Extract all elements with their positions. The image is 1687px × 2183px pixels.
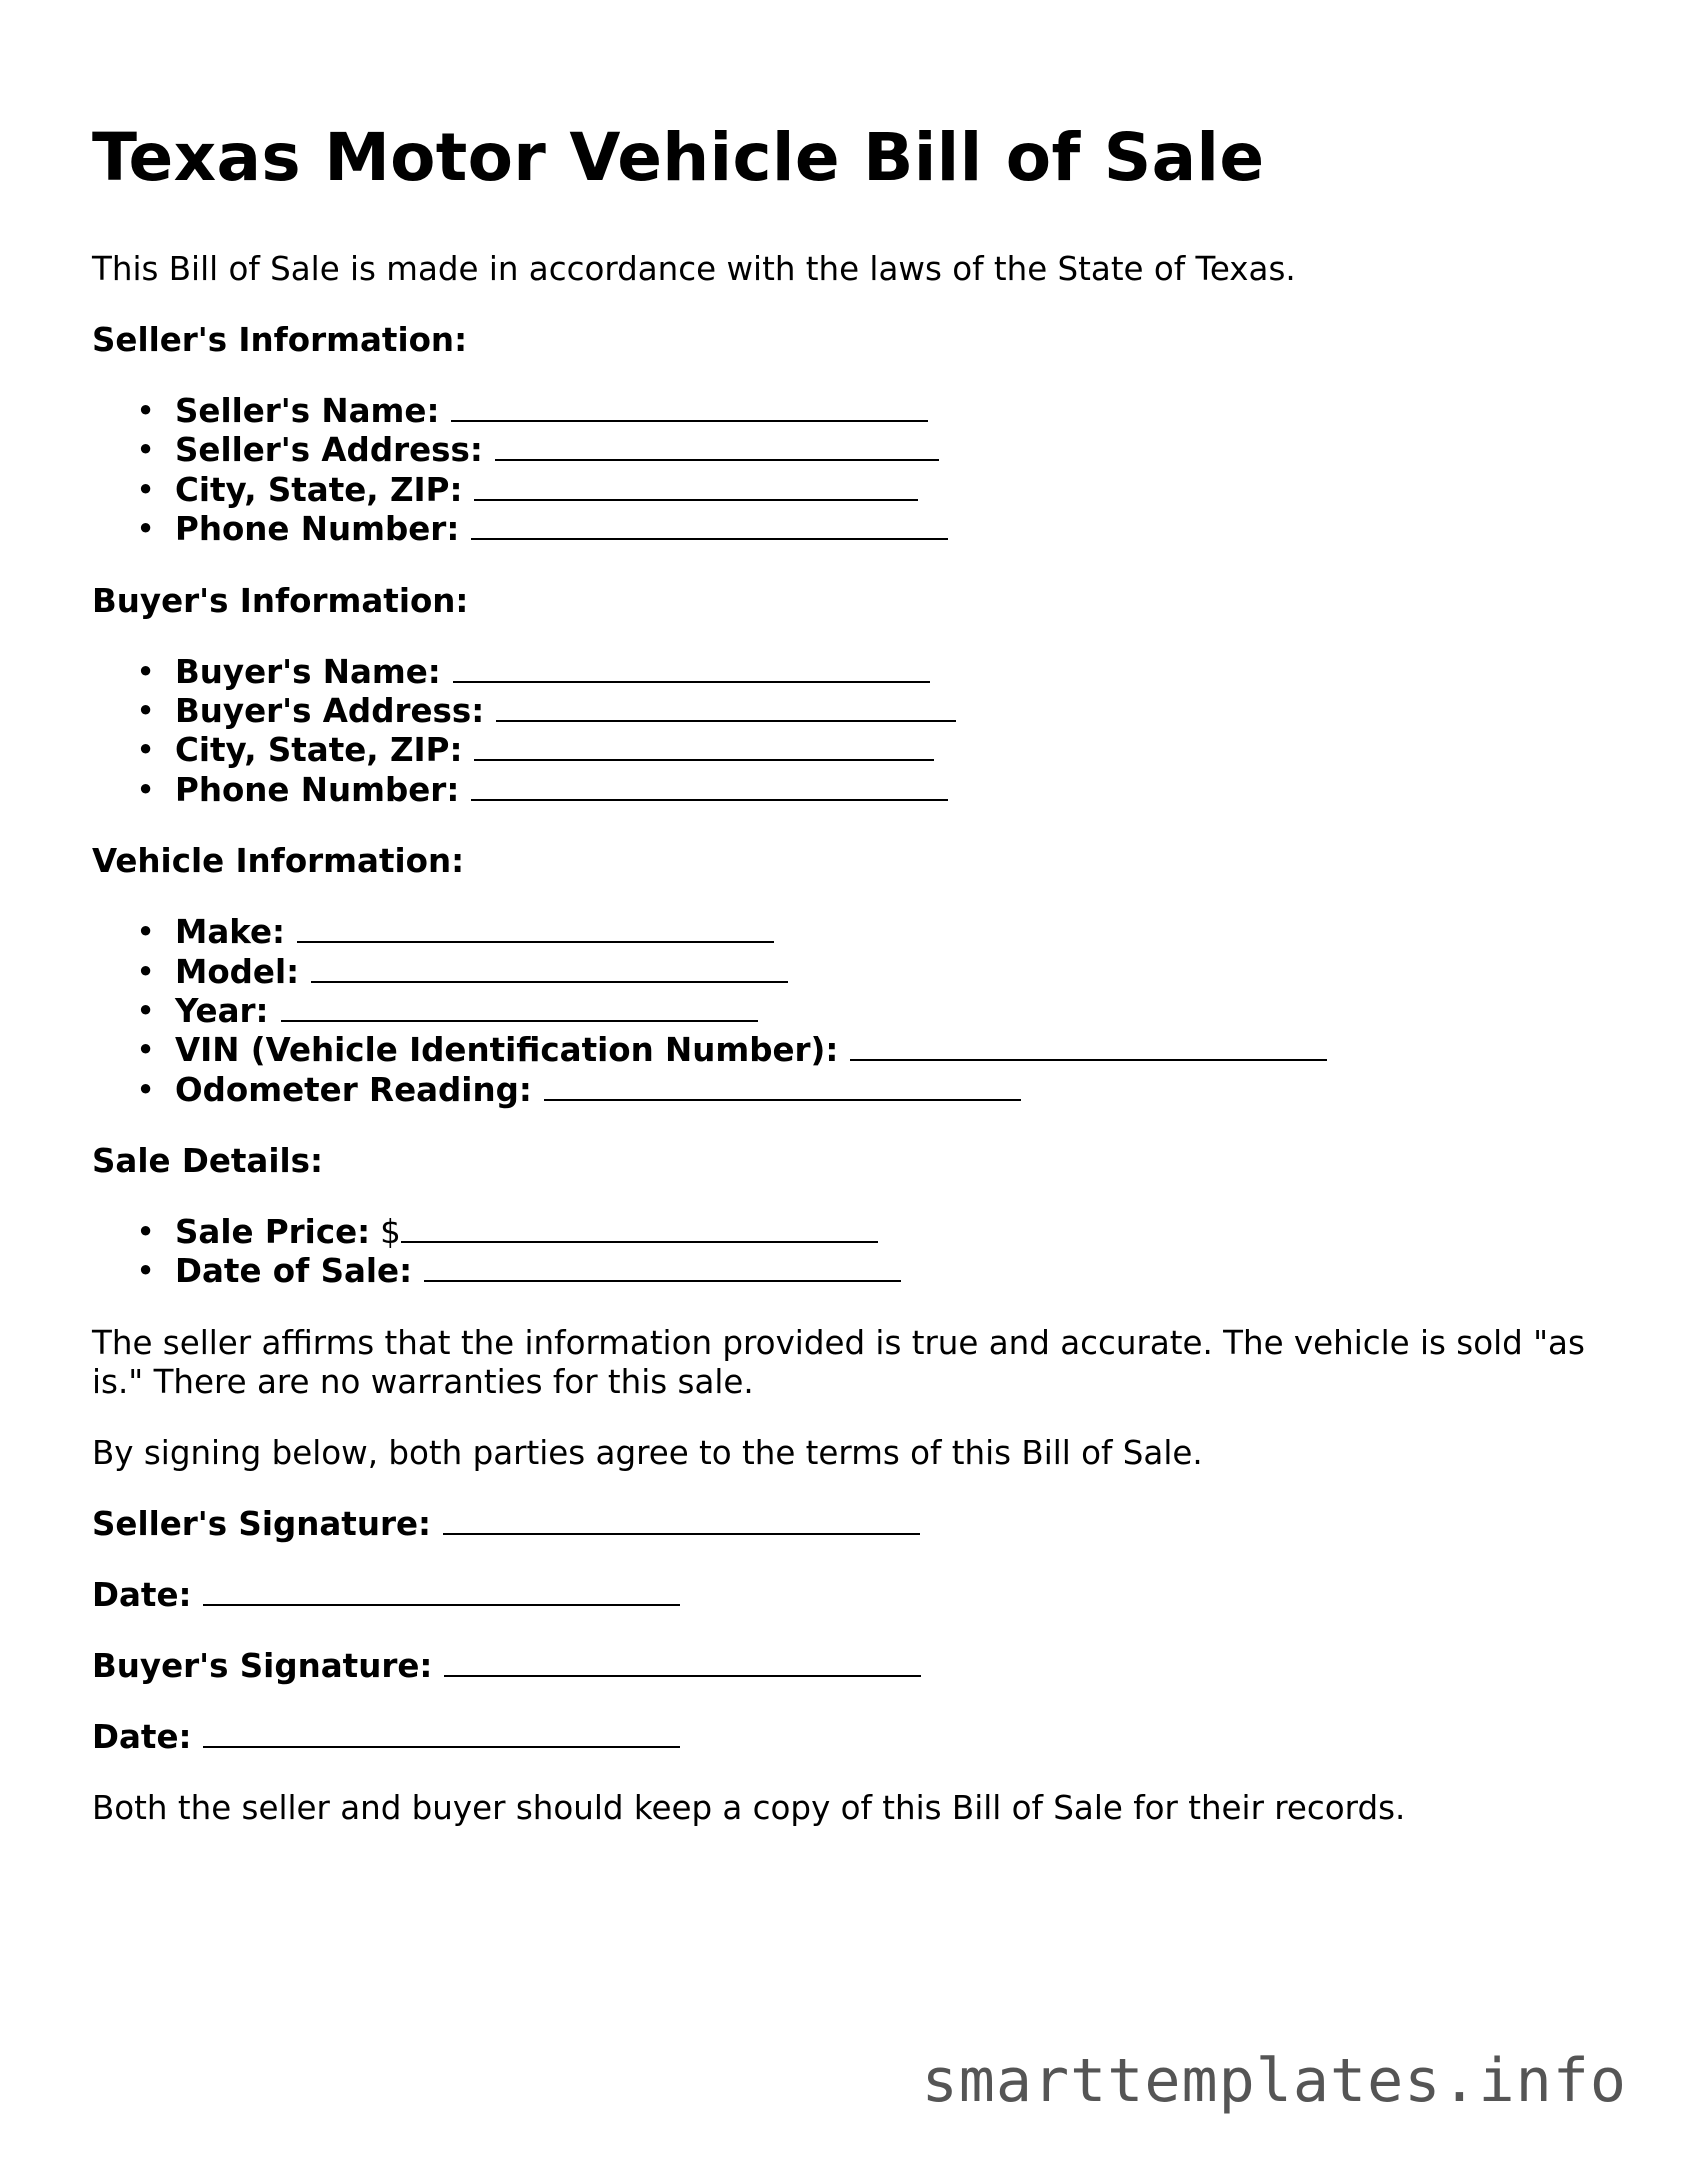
vehicle-odometer-blank[interactable] <box>544 1071 1021 1101</box>
sale-section-heading: Sale Details: <box>92 1142 323 1181</box>
sale-fields-list <box>92 1213 1612 1292</box>
list-item <box>92 510 1612 549</box>
bullet-icon: • <box>136 652 156 691</box>
watermark: smarttemplates.info <box>921 2046 1627 2116</box>
buyer-date-line <box>92 1718 1612 1757</box>
buyer-address-blank[interactable] <box>496 692 956 722</box>
vehicle-section-heading: Vehicle Information: <box>92 842 465 881</box>
bullet-icon: • <box>136 431 156 470</box>
list-item <box>92 431 1612 470</box>
bullet-icon: • <box>136 1252 156 1291</box>
seller-name-label: Seller's Name: <box>175 392 440 430</box>
bullet-icon: • <box>136 1070 156 1109</box>
buyer-date-blank[interactable] <box>203 1718 680 1748</box>
vehicle-odometer-label: Odometer Reading: <box>175 1070 532 1109</box>
seller-signature-label: Seller's Signature: <box>92 1504 432 1543</box>
buyer-signature-label: Buyer's Signature: <box>92 1646 433 1685</box>
seller-date-blank[interactable] <box>203 1576 680 1606</box>
seller-date-line <box>92 1576 1612 1615</box>
list-item <box>92 653 1612 692</box>
bullet-icon: • <box>136 392 156 430</box>
vehicle-make-label: Make: <box>175 913 286 952</box>
list-item <box>92 471 1612 510</box>
bullet-icon: • <box>136 1213 156 1252</box>
list-item <box>92 692 1612 731</box>
seller-fields-list <box>92 392 1612 550</box>
buyer-city-state-zip-blank[interactable] <box>474 731 934 761</box>
vehicle-year-label: Year: <box>175 991 269 1030</box>
vehicle-make-blank[interactable] <box>297 913 774 943</box>
agreement-paragraph: By signing below, both parties agree to the terms of this Bill of Sale. <box>92 1433 1203 1472</box>
bill-of-sale-document <box>92 110 1612 1828</box>
buyer-name-blank[interactable] <box>453 653 930 683</box>
bullet-icon: • <box>136 952 156 991</box>
intro-paragraph: This Bill of Sale is made in accordance with the laws of the State of Texas. <box>92 250 1296 288</box>
bullet-icon: • <box>136 470 156 509</box>
list-item <box>92 992 1612 1031</box>
bullet-icon: • <box>136 913 156 952</box>
sale-date-label: Date of Sale: <box>175 1252 413 1291</box>
list-item <box>92 1071 1612 1110</box>
vehicle-fields-list <box>92 913 1612 1110</box>
list-item <box>92 1252 1612 1291</box>
list-item <box>92 953 1612 992</box>
seller-phone-label: Phone Number: <box>175 510 460 549</box>
seller-city-state-zip-blank[interactable] <box>474 471 918 501</box>
list-item <box>92 1031 1612 1070</box>
list-item <box>92 392 1612 431</box>
seller-signature-line <box>92 1505 1612 1544</box>
buyer-section-heading: Buyer's Information: <box>92 581 469 620</box>
bullet-icon: • <box>136 691 156 730</box>
seller-address-blank[interactable] <box>495 431 939 461</box>
bullet-icon: • <box>136 770 156 809</box>
seller-name-blank[interactable] <box>451 392 928 422</box>
bullet-icon: • <box>136 1031 156 1070</box>
vehicle-year-blank[interactable] <box>281 992 758 1022</box>
buyer-date-label: Date: <box>92 1717 192 1756</box>
currency-symbol: $ <box>380 1213 401 1252</box>
buyer-address-label: Buyer's Address: <box>175 691 485 730</box>
sale-price-blank[interactable] <box>401 1213 878 1243</box>
seller-city-state-zip-label: City, State, ZIP: <box>175 470 463 509</box>
seller-date-label: Date: <box>92 1575 192 1614</box>
sale-price-label: Sale Price: <box>175 1213 371 1252</box>
buyer-name-label: Buyer's Name: <box>175 652 441 691</box>
bullet-icon: • <box>136 510 156 549</box>
list-item <box>92 771 1612 810</box>
bullet-icon: • <box>136 731 156 770</box>
list-item <box>92 731 1612 770</box>
buyer-signature-line <box>92 1647 1612 1686</box>
vehicle-model-label: Model: <box>175 952 300 991</box>
list-item <box>92 1213 1612 1252</box>
buyer-signature-blank[interactable] <box>444 1647 921 1677</box>
seller-signature-blank[interactable] <box>443 1505 920 1535</box>
bullet-icon: • <box>136 991 156 1030</box>
affirmation-paragraph: The seller affirms that the information provided is true and accurate. The vehicle is sold "as is." There are no warranties for this sale. <box>92 1323 1585 1401</box>
buyer-city-state-zip-label: City, State, ZIP: <box>175 731 463 770</box>
seller-section-heading: Seller's Information: <box>92 321 468 359</box>
buyer-phone-blank[interactable] <box>471 771 948 801</box>
list-item <box>92 913 1612 952</box>
buyer-fields-list <box>92 653 1612 811</box>
seller-phone-blank[interactable] <box>471 510 948 540</box>
sale-date-blank[interactable] <box>424 1252 901 1282</box>
seller-address-label: Seller's Address: <box>175 431 483 470</box>
document-title: Texas Motor Vehicle Bill of Sale <box>92 119 1265 196</box>
vehicle-model-blank[interactable] <box>311 953 788 983</box>
vehicle-vin-label: VIN (Vehicle Identification Number): <box>175 1031 839 1070</box>
closing-paragraph: Both the seller and buyer should keep a copy of this Bill of Sale for their records. <box>92 1788 1406 1827</box>
buyer-phone-label: Phone Number: <box>175 770 460 809</box>
vehicle-vin-blank[interactable] <box>850 1031 1327 1061</box>
